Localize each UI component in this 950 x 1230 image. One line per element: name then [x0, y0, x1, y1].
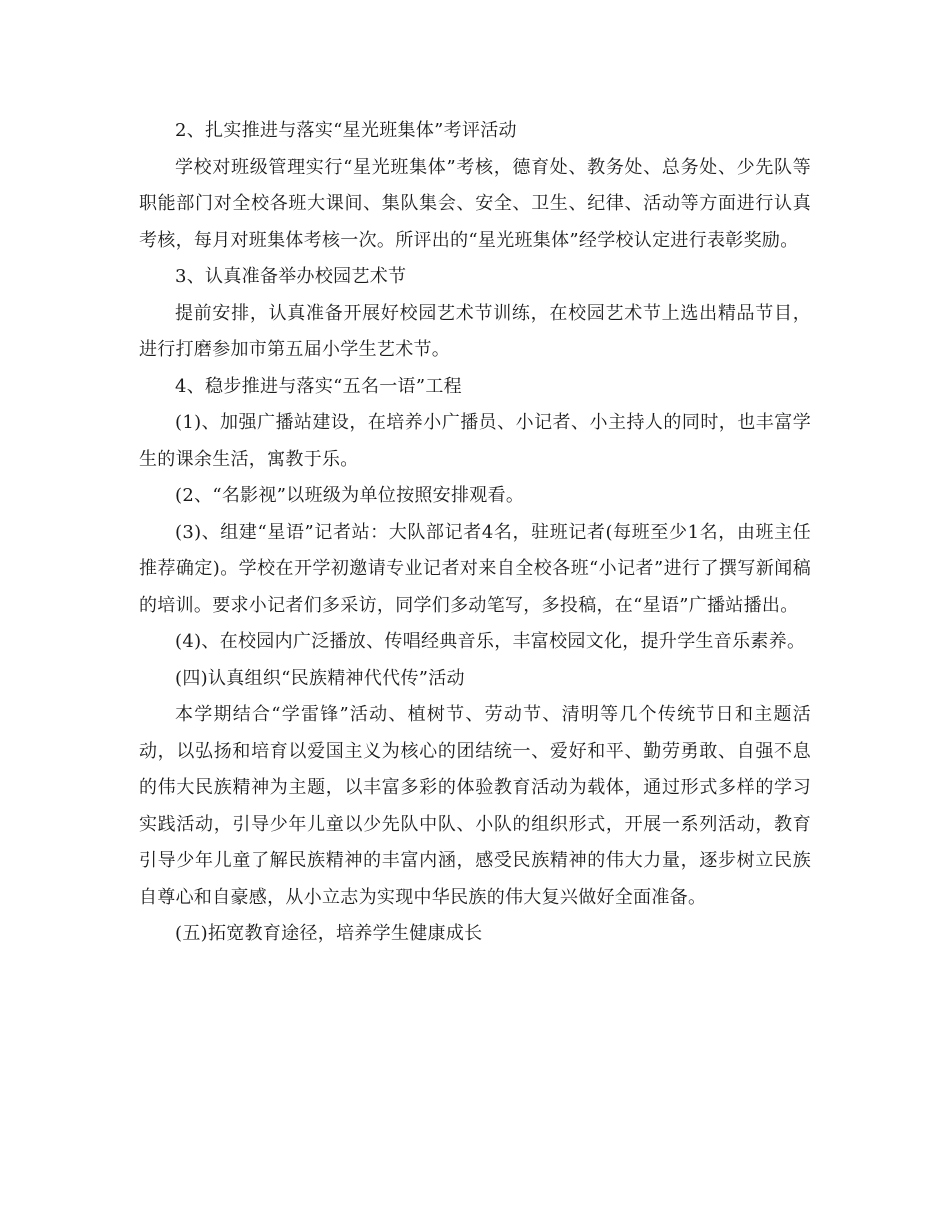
body-paragraph: 提前安排，认真准备开展好校园艺术节训练，在校园艺术节上选出精品节目，进行打磨参加市第五届小学生艺术节。 — [139, 302, 811, 360]
section-heading: (五)拓宽教育途径，培养学生健康成长 — [175, 923, 483, 944]
body-paragraph: 本学期结合“学雷锋”活动、植树节、劳动节、清明等几个传统节日和主题活动，以弘扬和培育以爱国主义为核心的团结统一、爱好和平、勤劳勇敢、自强不息的伟大民族精神为主题，以丰富多彩的体验教育活动为载体，通过形式多样的学习实践活动，引导少年儿童以少先队中队、小队的组织形式，开展一系列活动，教育引导少年儿童了解民族精神的丰富内涵，感受民族精神的伟大力量，逐步树立民族自尊心和自豪感，从小立志为实现中华民族的伟大复兴做好全面准备。 — [139, 704, 811, 908]
document-body — [139, 113, 811, 953]
section-heading: (四)认真组织“民族精神代代传”活动 — [175, 667, 465, 689]
section-heading: 4、稳步推进与落实“五名一语”工程 — [175, 375, 462, 397]
list-item: (3)、组建“星语”记者站：大队部记者4名，驻班记者(每班至少1名，由班主任推荐确定)。学校在开学初邀请专业记者对来自全校各班“小记者”进行了撰写新闻稿的培训。要求小记者们多采访，同学们多动笔写，多投稿，在“星语”广播站播出。 — [139, 521, 811, 616]
list-item: (4)、在校园内广泛播放、传唱经典音乐，丰富校园文化，提升学生音乐素养。 — [175, 631, 806, 652]
section-heading: 2、扎实推进与落实“星光班集体”考评活动 — [175, 120, 517, 141]
section-heading: 3、认真准备举办校园艺术节 — [175, 266, 407, 287]
list-item: (1)、加强广播站建设，在培养小广播员、小记者、小主持人的同时，也丰富学生的课余生活，寓教于乐。 — [139, 412, 811, 470]
body-paragraph: 学校对班级管理实行“星光班集体”考核，德育处、教务处、总务处、少先队等职能部门对全校各班大课间、集队集会、安全、卫生、纪律、活动等方面进行认真考核，每月对班集体考核一次。所评出的“星光班集体”经学校认定进行表彰奖励。 — [139, 156, 811, 251]
list-item: (2、“名影视”以班级为单位按照安排观看。 — [175, 485, 525, 506]
